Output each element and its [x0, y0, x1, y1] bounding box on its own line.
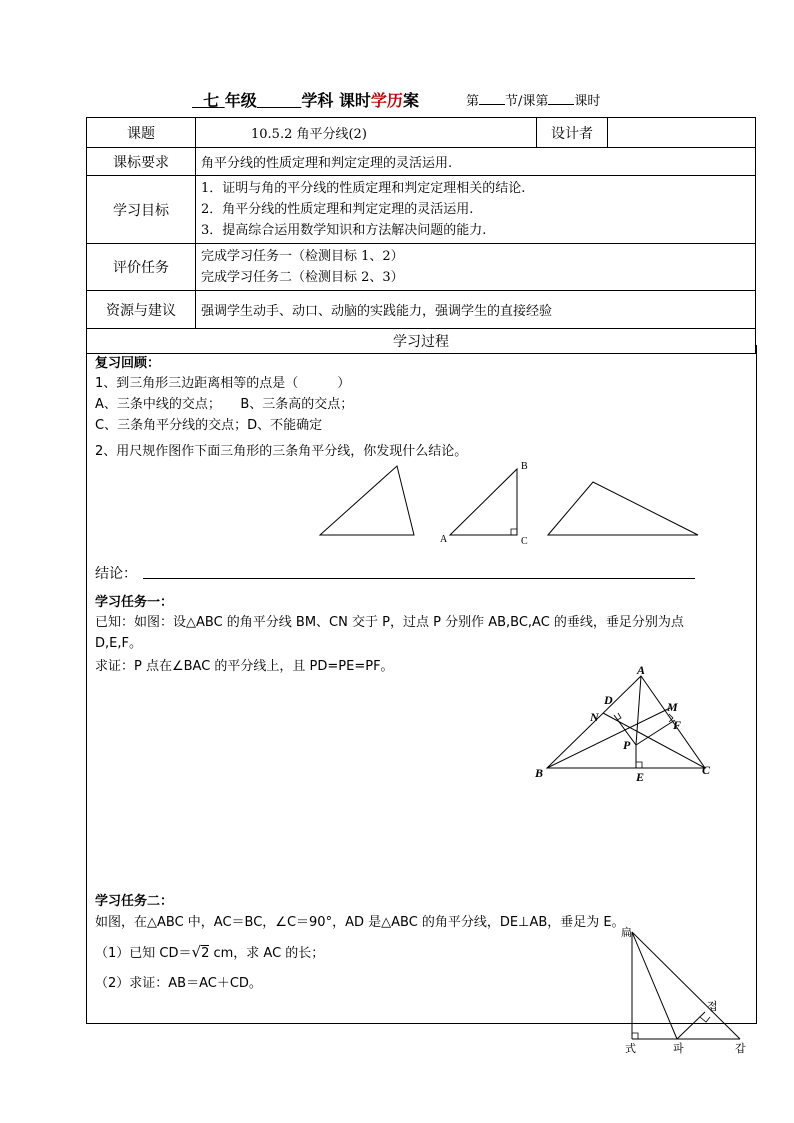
label-N: N [590, 710, 599, 724]
eval-list [196, 244, 756, 291]
conclusion-answer-line[interactable] [143, 578, 695, 579]
goals-list [196, 176, 756, 244]
triangle-3 [548, 482, 698, 535]
label-top: 扁 [621, 927, 632, 939]
label-c2: 式 [625, 1043, 636, 1055]
designer-label: 设计者 [537, 118, 608, 148]
perp-de [677, 1012, 705, 1039]
title-section [466, 90, 600, 109]
right-angle-d [617, 713, 621, 720]
section-c: 课时 [574, 94, 601, 109]
review-triangles-figure [300, 455, 720, 550]
bisector-bm [547, 708, 670, 768]
title-main [192, 88, 419, 111]
goal-item: 2．角平分线的性质定理和判定定理的灵活运用. [201, 202, 474, 217]
task2-q1-a: （1）已知 CD＝ [95, 946, 192, 961]
right-angle-e2 [700, 1017, 710, 1022]
plan-b: 学历 [370, 91, 403, 110]
label-b2: 갑 [735, 1043, 746, 1055]
right-angle-mark [511, 529, 517, 535]
designer-value[interactable] [608, 118, 756, 148]
task1-given-1: 已知：如图：设△ABC 的角平分线 BM、CN 交于 P，过点 P 分别作 AB,BC,AC 的垂线，垂足分别为点 [95, 615, 684, 630]
task2-q2: （2）求证：AB＝AC＋CD。 [95, 976, 262, 991]
right-angle-e [636, 762, 642, 768]
section-b: 节/课第 [505, 94, 549, 109]
right-angle-c [632, 1033, 638, 1039]
goal-item: 1．证明与角的平分线的性质定理和判定定理相关的结论. [201, 181, 526, 196]
grade-suffix: 年级 [224, 91, 257, 110]
eval-item: 完成学习任务二（检测目标 2、3） [201, 270, 404, 285]
task1-prove: 求证：P 点在∠BAC 的平分线上，且 PD=PE=PF。 [95, 659, 394, 674]
section-blank[interactable] [479, 92, 505, 105]
conclusion-label: 结论： [95, 566, 137, 582]
eval-item: 完成学习任务一（检测目标 1、2） [201, 249, 404, 264]
label-b: B [521, 461, 528, 472]
task2-figure [615, 922, 765, 1057]
plan-a: 课时 [338, 91, 371, 110]
goals-label: 学习目标 [87, 176, 196, 244]
label-P: P [623, 738, 631, 752]
label-B: B [535, 766, 544, 780]
task1-given-2: D,E,F。 [95, 636, 142, 651]
label-d: 파 [673, 1043, 684, 1055]
review-q1-ab: A、三条中线的交点； B、三条高的交点； [95, 397, 354, 412]
task2-q1 [95, 942, 324, 961]
label-A: A [637, 665, 646, 677]
label-e: 졉 [707, 1001, 718, 1013]
standard-label: 课标要求 [87, 148, 196, 176]
task1-heading: 学习任务一： [95, 595, 174, 610]
label-C: C [702, 763, 711, 777]
review-q1: 1、到三角形三边距离相等的点是（ ） [95, 376, 351, 391]
label-F: F [673, 718, 682, 732]
task2-q1-b: cm，求 AC 的长； [209, 946, 325, 961]
period-blank[interactable] [548, 92, 574, 105]
label-a: A [440, 534, 448, 545]
process-label: 学习过程 [87, 329, 756, 354]
sqrt-radicand: 2 [201, 946, 210, 961]
eval-label: 评价任务 [87, 244, 196, 291]
triangle-right [450, 469, 517, 535]
label-M: M [667, 700, 678, 714]
task2-given: 如图，在△ABC 中，AC＝BC，∠C＝90°，AD 是△ABC 的角平分线，DE⊥AB，垂足为 E。 [95, 915, 625, 930]
label-D: D [604, 693, 613, 707]
task1-figure [525, 665, 725, 785]
lesson-table [86, 117, 756, 354]
triangle-1 [320, 466, 414, 535]
topic-label: 课题 [87, 118, 196, 148]
bisector-ad [632, 932, 677, 1039]
plan-c: 案 [402, 91, 419, 110]
resource-label: 资源与建议 [87, 291, 196, 329]
standard-value: 角平分线的性质定理和判定定理的灵活运用. [196, 148, 756, 176]
triangle-abc [547, 676, 705, 768]
subject: 学科 [301, 91, 334, 110]
review-q1-cd: C、三条角平分线的交点；D、不能确定 [95, 418, 323, 433]
sqrt-symbol: √ [191, 943, 202, 961]
goal-item: 3．提高综合运用数学知识和方法解决问题的能力. [201, 223, 487, 238]
grade: 七 [203, 91, 220, 110]
topic-value: 10.5.2 角平分线(2) [196, 118, 537, 148]
label-E: E [636, 770, 645, 784]
review-heading: 复习回顾： [95, 356, 161, 371]
line-ap [636, 676, 641, 745]
review-q2: 2、用尺规作图作下面三角形的三条角平分线，你发现什么结论。 [95, 444, 468, 459]
section-a: 第 [466, 94, 480, 109]
resource-value: 强调学生动手、动口、动脑的实践能力，强调学生的直接经验 [196, 291, 756, 329]
task2-heading: 学习任务二： [95, 894, 174, 909]
side-ab [632, 932, 740, 1039]
label-c: C [521, 536, 528, 547]
